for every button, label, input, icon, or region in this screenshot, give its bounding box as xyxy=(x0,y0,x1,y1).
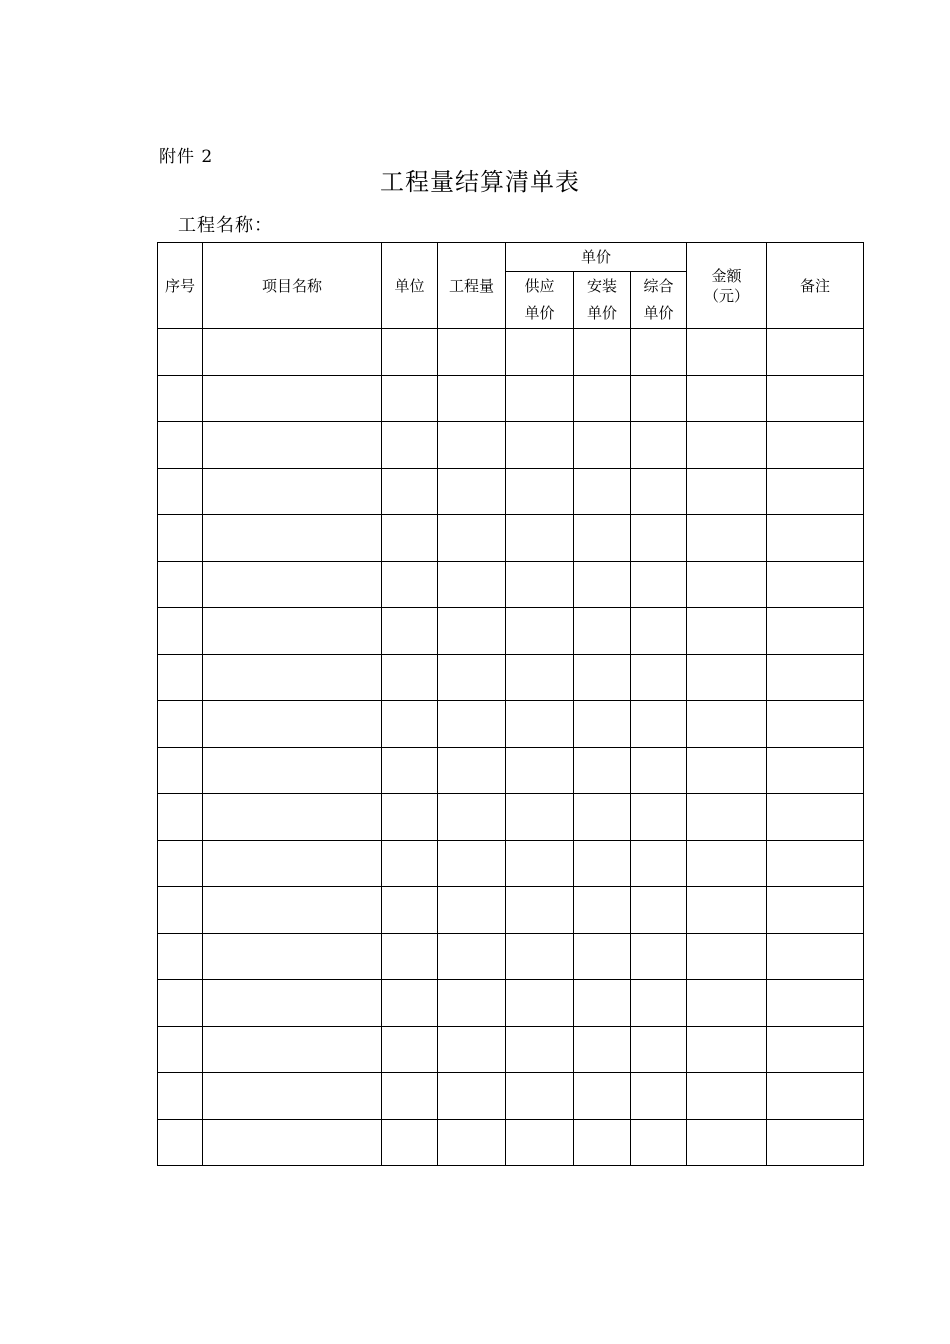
cell-remarks xyxy=(767,794,864,841)
cell-amount xyxy=(687,980,767,1027)
cell-combined-price xyxy=(631,1026,687,1073)
cell-index xyxy=(158,422,203,469)
cell-combined-price xyxy=(631,933,687,980)
cell-install-price xyxy=(574,608,631,655)
cell-install-price xyxy=(574,654,631,701)
cell-install-price xyxy=(574,840,631,887)
cell-item-name xyxy=(203,933,382,980)
attachment-label: 附件 2 xyxy=(159,147,214,167)
cell-supply-price xyxy=(506,1026,574,1073)
cell-supply-price xyxy=(506,980,574,1027)
cell-amount xyxy=(687,887,767,934)
cell-combined-price xyxy=(631,794,687,841)
cell-supply-price xyxy=(506,933,574,980)
cell-quantity xyxy=(438,980,506,1027)
cell-install-price xyxy=(574,980,631,1027)
cell-index xyxy=(158,1073,203,1120)
cell-index xyxy=(158,515,203,562)
col-header-combined-price xyxy=(631,272,687,329)
cell-combined-price xyxy=(631,608,687,655)
cell-unit xyxy=(382,933,438,980)
cell-supply-price xyxy=(506,1073,574,1120)
settlement-table xyxy=(157,242,864,1166)
cell-index xyxy=(158,840,203,887)
cell-combined-price xyxy=(631,980,687,1027)
col-header-index: 序号 xyxy=(158,243,203,329)
col-header-unit-price-group: 单价 xyxy=(506,243,687,272)
cell-install-price xyxy=(574,468,631,515)
col-header-combined-price-line2: 单价 xyxy=(643,304,674,322)
cell-install-price xyxy=(574,933,631,980)
cell-install-price xyxy=(574,794,631,841)
cell-unit xyxy=(382,468,438,515)
cell-quantity xyxy=(438,1073,506,1120)
cell-install-price xyxy=(574,1026,631,1073)
cell-index xyxy=(158,980,203,1027)
cell-install-price xyxy=(574,515,631,562)
cell-index xyxy=(158,794,203,841)
cell-item-name xyxy=(203,375,382,422)
cell-quantity xyxy=(438,1026,506,1073)
cell-index xyxy=(158,933,203,980)
cell-supply-price xyxy=(506,468,574,515)
cell-quantity xyxy=(438,608,506,655)
cell-install-price xyxy=(574,1073,631,1120)
cell-unit xyxy=(382,747,438,794)
cell-index xyxy=(158,1026,203,1073)
cell-amount xyxy=(687,1073,767,1120)
cell-unit xyxy=(382,329,438,376)
cell-item-name xyxy=(203,422,382,469)
cell-quantity xyxy=(438,933,506,980)
cell-item-name xyxy=(203,468,382,515)
cell-unit xyxy=(382,608,438,655)
cell-item-name xyxy=(203,980,382,1027)
table-row xyxy=(158,654,864,701)
cell-quantity xyxy=(438,654,506,701)
table-row xyxy=(158,468,864,515)
cell-unit xyxy=(382,1026,438,1073)
col-header-quantity: 工程量 xyxy=(438,243,506,329)
cell-index xyxy=(158,468,203,515)
cell-remarks xyxy=(767,375,864,422)
cell-supply-price xyxy=(506,654,574,701)
col-header-amount-line2: （元） xyxy=(704,286,750,305)
cell-remarks xyxy=(767,933,864,980)
cell-install-price xyxy=(574,701,631,748)
cell-remarks xyxy=(767,980,864,1027)
cell-quantity xyxy=(438,468,506,515)
cell-unit xyxy=(382,1073,438,1120)
table-row xyxy=(158,933,864,980)
cell-index xyxy=(158,608,203,655)
col-header-install-price xyxy=(574,272,631,329)
cell-install-price xyxy=(574,887,631,934)
cell-item-name xyxy=(203,794,382,841)
cell-quantity xyxy=(438,515,506,562)
cell-unit xyxy=(382,840,438,887)
cell-combined-price xyxy=(631,840,687,887)
cell-unit xyxy=(382,654,438,701)
cell-unit xyxy=(382,561,438,608)
table-row xyxy=(158,747,864,794)
cell-item-name xyxy=(203,515,382,562)
cell-supply-price xyxy=(506,375,574,422)
table-header xyxy=(158,243,864,329)
table-row xyxy=(158,561,864,608)
table-row xyxy=(158,1119,864,1166)
cell-supply-price xyxy=(506,561,574,608)
cell-unit xyxy=(382,1119,438,1166)
table-row xyxy=(158,375,864,422)
col-header-install-price-line2: 单价 xyxy=(586,304,617,322)
cell-supply-price xyxy=(506,794,574,841)
cell-amount xyxy=(687,468,767,515)
cell-combined-price xyxy=(631,701,687,748)
cell-supply-price xyxy=(506,422,574,469)
cell-amount xyxy=(687,515,767,562)
cell-amount xyxy=(687,329,767,376)
cell-item-name xyxy=(203,840,382,887)
cell-quantity xyxy=(438,794,506,841)
cell-combined-price xyxy=(631,422,687,469)
cell-item-name xyxy=(203,747,382,794)
cell-combined-price xyxy=(631,1119,687,1166)
col-header-amount xyxy=(687,243,767,329)
cell-unit xyxy=(382,515,438,562)
col-header-amount-line1: 金额 xyxy=(711,266,742,285)
col-header-item-name: 项目名称 xyxy=(203,243,382,329)
cell-amount xyxy=(687,747,767,794)
table-row xyxy=(158,329,864,376)
cell-quantity xyxy=(438,1119,506,1166)
cell-index xyxy=(158,329,203,376)
cell-item-name xyxy=(203,1026,382,1073)
cell-amount xyxy=(687,933,767,980)
cell-supply-price xyxy=(506,840,574,887)
cell-amount xyxy=(687,701,767,748)
cell-amount xyxy=(687,561,767,608)
table-row xyxy=(158,608,864,655)
col-header-install-price-line1: 安装 xyxy=(586,277,617,295)
cell-remarks xyxy=(767,1073,864,1120)
table-row xyxy=(158,1026,864,1073)
cell-unit xyxy=(382,887,438,934)
cell-unit xyxy=(382,375,438,422)
table-row xyxy=(158,1073,864,1120)
cell-amount xyxy=(687,422,767,469)
cell-supply-price xyxy=(506,747,574,794)
cell-supply-price xyxy=(506,608,574,655)
cell-combined-price xyxy=(631,747,687,794)
cell-amount xyxy=(687,840,767,887)
cell-combined-price xyxy=(631,329,687,376)
cell-remarks xyxy=(767,701,864,748)
cell-item-name xyxy=(203,561,382,608)
cell-item-name xyxy=(203,1073,382,1120)
cell-supply-price xyxy=(506,701,574,748)
table-row xyxy=(158,887,864,934)
cell-item-name xyxy=(203,329,382,376)
cell-unit xyxy=(382,980,438,1027)
col-header-unit: 单位 xyxy=(382,243,438,329)
cell-quantity xyxy=(438,329,506,376)
table-row xyxy=(158,794,864,841)
col-header-supply-price-line2: 单价 xyxy=(524,304,555,322)
cell-remarks xyxy=(767,747,864,794)
cell-combined-price xyxy=(631,561,687,608)
cell-supply-price xyxy=(506,1119,574,1166)
cell-item-name xyxy=(203,608,382,655)
cell-combined-price xyxy=(631,468,687,515)
cell-remarks xyxy=(767,840,864,887)
cell-unit xyxy=(382,701,438,748)
cell-item-name xyxy=(203,887,382,934)
cell-index xyxy=(158,1119,203,1166)
table-body xyxy=(158,329,864,1166)
cell-remarks xyxy=(767,1119,864,1166)
cell-remarks xyxy=(767,329,864,376)
cell-install-price xyxy=(574,561,631,608)
table-row xyxy=(158,980,864,1027)
col-header-combined-price-line1: 综合 xyxy=(643,277,674,295)
cell-supply-price xyxy=(506,515,574,562)
table-row xyxy=(158,701,864,748)
cell-quantity xyxy=(438,747,506,794)
cell-amount xyxy=(687,654,767,701)
cell-supply-price xyxy=(506,887,574,934)
cell-install-price xyxy=(574,747,631,794)
cell-item-name xyxy=(203,701,382,748)
cell-install-price xyxy=(574,375,631,422)
cell-index xyxy=(158,561,203,608)
cell-remarks xyxy=(767,561,864,608)
cell-combined-price xyxy=(631,887,687,934)
cell-amount xyxy=(687,608,767,655)
cell-index xyxy=(158,701,203,748)
cell-index xyxy=(158,747,203,794)
cell-quantity xyxy=(438,422,506,469)
cell-remarks xyxy=(767,515,864,562)
cell-combined-price xyxy=(631,515,687,562)
table-row xyxy=(158,515,864,562)
table-row xyxy=(158,840,864,887)
cell-remarks xyxy=(767,654,864,701)
col-header-supply-price-line1: 供应 xyxy=(524,277,555,295)
cell-remarks xyxy=(767,608,864,655)
cell-index xyxy=(158,654,203,701)
cell-remarks xyxy=(767,1026,864,1073)
cell-supply-price xyxy=(506,329,574,376)
cell-remarks xyxy=(767,468,864,515)
cell-unit xyxy=(382,794,438,841)
cell-amount xyxy=(687,794,767,841)
col-header-supply-price xyxy=(506,272,574,329)
cell-install-price xyxy=(574,1119,631,1166)
col-header-remarks: 备注 xyxy=(767,243,864,329)
cell-amount xyxy=(687,1119,767,1166)
cell-quantity xyxy=(438,840,506,887)
cell-combined-price xyxy=(631,654,687,701)
cell-remarks xyxy=(767,422,864,469)
cell-unit xyxy=(382,422,438,469)
cell-install-price xyxy=(574,422,631,469)
cell-item-name xyxy=(203,1119,382,1166)
cell-amount xyxy=(687,375,767,422)
page-title: 工程量结算清单表 xyxy=(380,168,580,196)
cell-quantity xyxy=(438,887,506,934)
cell-combined-price xyxy=(631,375,687,422)
table-row xyxy=(158,422,864,469)
cell-index xyxy=(158,887,203,934)
cell-quantity xyxy=(438,561,506,608)
cell-remarks xyxy=(767,887,864,934)
cell-index xyxy=(158,375,203,422)
cell-combined-price xyxy=(631,1073,687,1120)
cell-quantity xyxy=(438,375,506,422)
cell-amount xyxy=(687,1026,767,1073)
project-name-label: 工程名称： xyxy=(178,215,273,236)
cell-install-price xyxy=(574,329,631,376)
cell-quantity xyxy=(438,701,506,748)
cell-item-name xyxy=(203,654,382,701)
